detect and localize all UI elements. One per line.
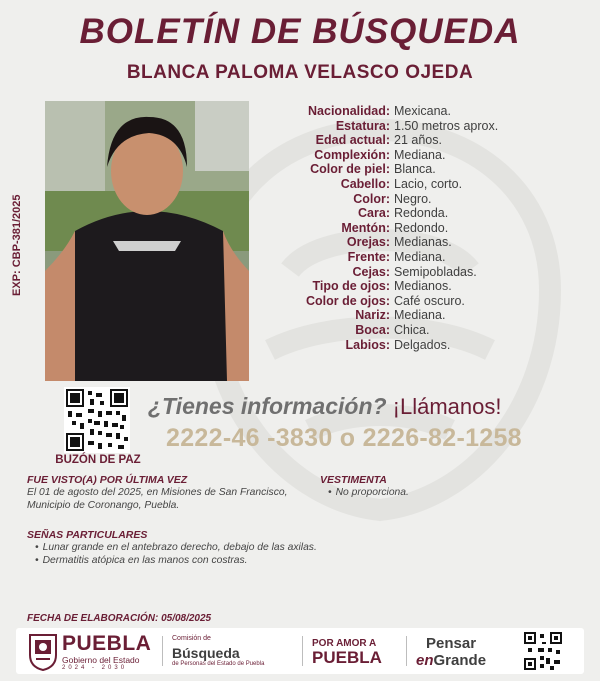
detail-row [280,162,580,177]
gobierno-text: Gobierno del Estado [62,655,140,665]
cta-call: ¡Llámanos! [386,394,502,419]
marks-item: • Dermatitis atópica en las manos con costras. [35,554,567,567]
call-to-action [148,393,588,420]
detail-row [280,133,580,148]
detail-label: Nariz: [355,308,390,323]
detail-label: Labios: [345,337,390,352]
detail-label: Boca: [355,322,390,337]
busqueda-sub-text: de Personas del Estado de Puebla [172,661,265,667]
detail-label: Frente: [347,249,390,264]
detail-label: Estatura: [335,118,390,133]
detail-label: Complexión: [314,147,390,162]
detail-row [280,308,580,323]
detail-label: Nacionalidad: [308,104,390,118]
last-seen-text: El 01 de agosto del 2025, en Misiones de San Francisco, Municipio de Coronango, Puebla. [27,487,288,511]
detail-label: Cara: [358,206,390,221]
detail-value: Mediana. [394,147,446,162]
detail-row [280,250,580,265]
person-name: BLANCA PALOMA VELASCO OJEDA [126,62,474,83]
puebla-slogan-text: PUEBLA [312,648,382,667]
marks-section [27,529,567,567]
detail-value: Blanca. [394,162,436,177]
puebla-logo-text: PUEBLA [62,632,152,655]
detail-row [280,294,580,309]
physical-description [280,104,580,352]
years-text: 2024 - 2030 [62,665,128,671]
detail-row [280,323,580,338]
detail-value: Redondo. [394,220,449,235]
detail-value: Mediana. [394,249,446,264]
en-grande-text [416,652,486,669]
en-text: en [416,652,434,669]
divider [162,636,163,666]
detail-label: Color de piel: [310,162,390,177]
detail-row [280,279,580,294]
detail-value: Lacio, corto. [394,176,463,191]
clothing-heading: VESTIMENTA [320,474,387,486]
detail-value: Medianos. [394,279,452,294]
phone-numbers[interactable]: 2222-46 -3830 o 2226-82-1258 [166,424,522,452]
busqueda-text: Búsqueda [172,645,240,661]
detail-value: Mexicana. [394,104,451,118]
detail-row [280,104,580,119]
detail-row [280,338,580,353]
detail-row [280,221,580,236]
detail-row [280,235,580,250]
cta-question: ¿Tienes información? [148,393,387,419]
qr-code[interactable] [64,387,130,453]
detail-value: Mediana. [394,308,446,323]
divider [302,636,303,666]
detail-row [280,119,580,134]
marks-heading: SEÑAS PARTICULARES [27,529,148,541]
qr-label: BUZÓN DE PAZ [55,454,141,466]
detail-value: Medianas. [394,235,452,250]
detail-value: 1.50 metros aprox. [394,118,499,133]
detail-row [280,177,580,192]
detail-label: Cejas: [352,264,390,279]
detail-value: Café oscuro. [394,293,465,308]
pensar-text: Pensar [426,635,477,652]
detail-value: Redonda. [394,206,449,221]
detail-value: Semipobladas. [394,264,477,279]
marks-item: • Lunar grande en el antebrazo derecho, debajo de las axilas. [35,541,567,554]
grande-text: Grande [433,652,487,669]
bulletin-title: BOLETÍN DE BÚSQUEDA [79,12,521,51]
last-seen-section [27,474,297,512]
last-seen-heading: FUE VISTO(A) POR ÚLTIMA VEZ [27,474,188,486]
footer-logos [16,628,584,674]
detail-row [280,192,580,207]
creation-date: FECHA DE ELABORACIÓN: 05/08/2025 [27,613,212,624]
clothing-section [320,474,570,499]
clothing-item: • No proporciona. [328,486,570,499]
detail-value: Chica. [394,322,430,337]
person-photo [45,101,249,381]
detail-row [280,148,580,163]
case-number: EXP: CBP-381/2025 [11,194,23,296]
detail-label: Mentón: [341,220,390,235]
detail-label: Orejas: [346,235,390,250]
divider [406,636,407,666]
coat-of-arms-icon [28,631,58,671]
detail-value: Negro. [394,191,432,206]
detail-row [280,265,580,280]
detail-value: 21 años. [394,133,442,148]
por-amor-text: POR AMOR A [312,638,377,649]
comision-text: Comisión de [172,635,211,642]
detail-row [280,206,580,221]
detail-label: Cabello: [340,176,390,191]
detail-label: Color: [353,191,390,206]
detail-value: Delgados. [394,337,451,352]
detail-label: Color de ojos: [305,293,390,308]
footer-qr-code[interactable] [524,632,562,670]
detail-label: Edad actual: [315,133,390,148]
detail-label: Tipo de ojos: [312,279,390,294]
